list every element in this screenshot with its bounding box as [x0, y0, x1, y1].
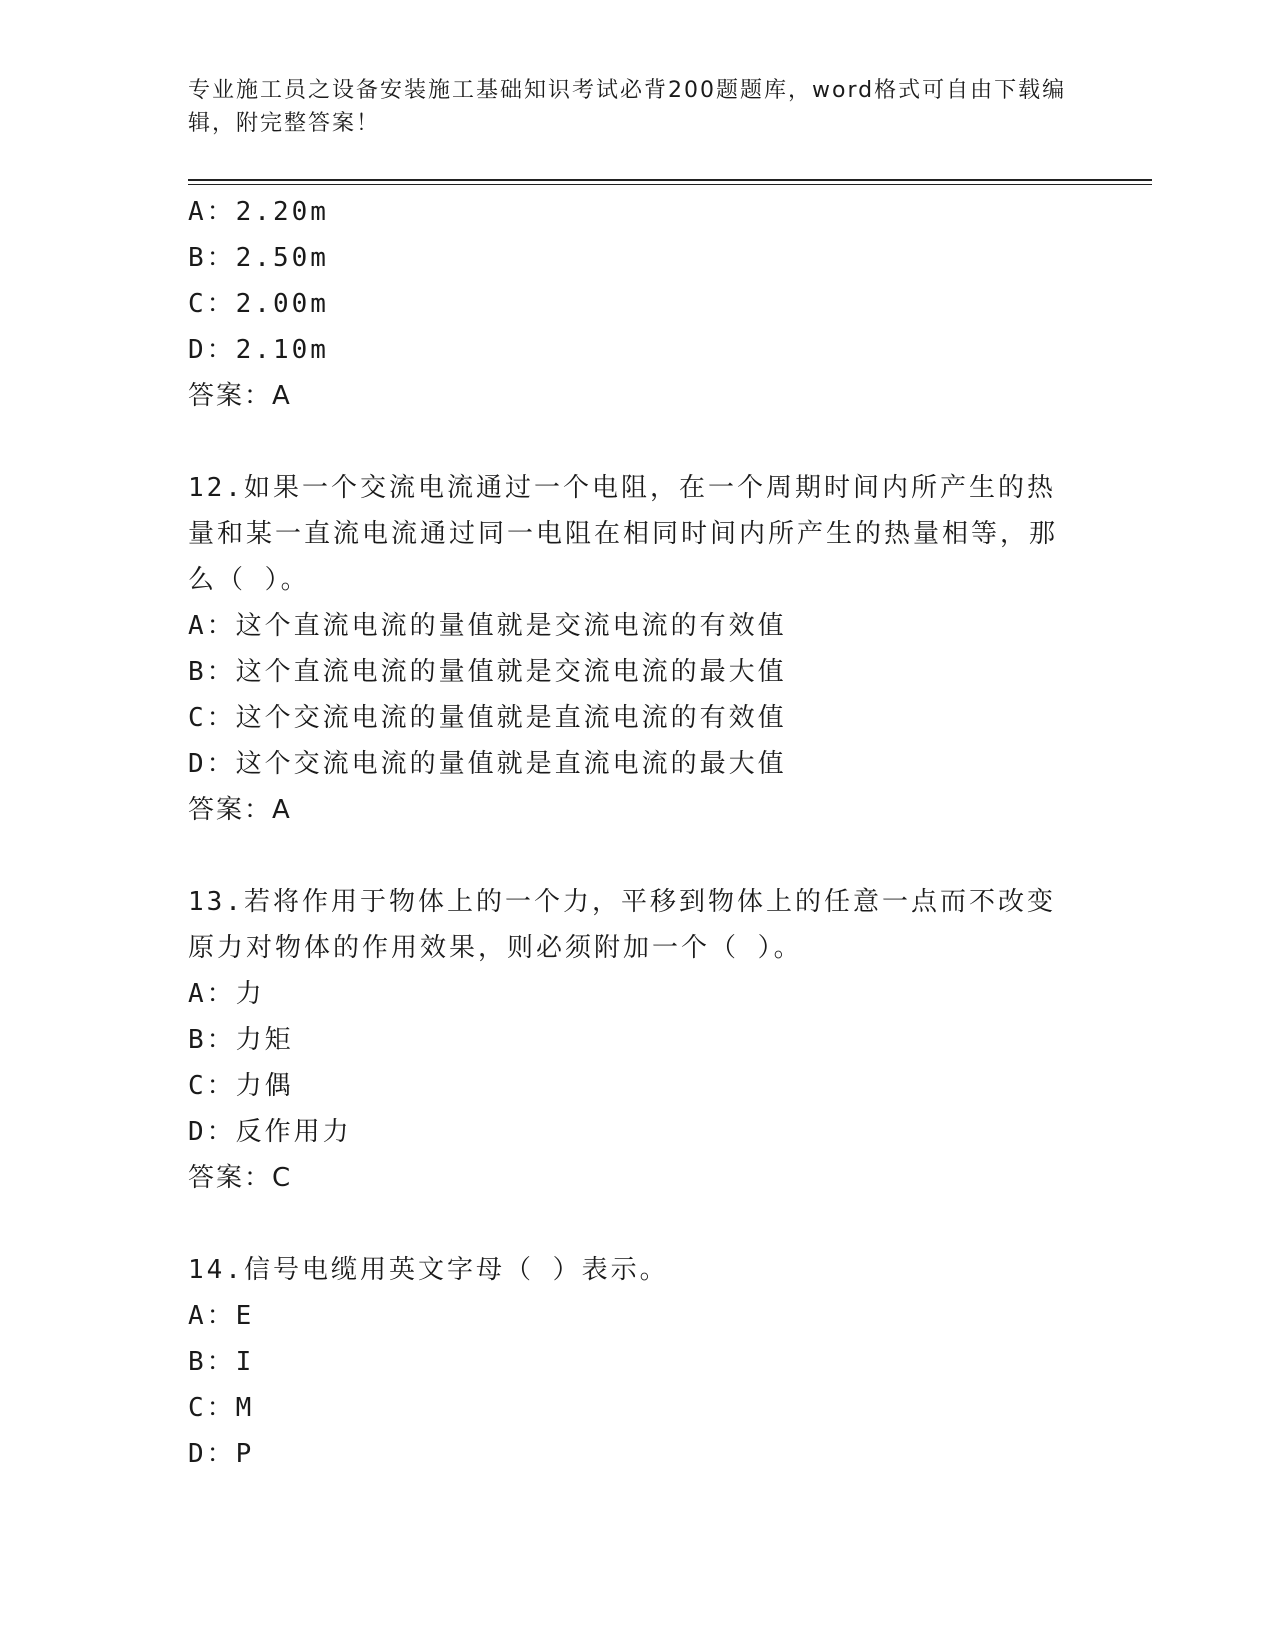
option-b: B：2.50m [188, 243, 329, 273]
option-b: B：I [188, 1347, 255, 1377]
option-c: C：M [188, 1393, 255, 1423]
option-a: A：2.20m [188, 197, 329, 227]
question-prev [188, 189, 1088, 419]
question-14 [188, 1247, 1088, 1477]
option-d: D：P [188, 1439, 255, 1469]
option-d: D：这个交流电流的量值就是直流电流的最大值 [188, 749, 787, 779]
question-list [188, 189, 1088, 1477]
document-header: 专业施工员之设备安装施工基础知识考试必背200题题库，word格式可自由下载编辑，附完整答案！ [188, 78, 1067, 136]
header-rule-thick [188, 179, 1152, 181]
question-12 [188, 465, 1088, 833]
option-d: D：2.10m [188, 335, 329, 365]
option-d: D：反作用力 [188, 1117, 352, 1147]
option-c: C：2.00m [188, 289, 329, 319]
header-rule-thin [188, 184, 1152, 185]
option-c: C：力偶 [188, 1071, 294, 1101]
option-a: A：力 [188, 979, 265, 1009]
question-stem: 13.若将作用于物体上的一个力，平移到物体上的任意一点而不改变原力对物体的作用效果，则必须附加一个（ ）。 [188, 887, 1056, 963]
question-13 [188, 879, 1088, 1201]
option-c: C：这个交流电流的量值就是直流电流的有效值 [188, 703, 787, 733]
option-b: B：力矩 [188, 1025, 294, 1055]
answer-line: 答案：A [188, 381, 292, 411]
option-a: A：E [188, 1301, 255, 1331]
question-stem: 14.信号电缆用英文字母（ ）表示。 [188, 1255, 669, 1285]
answer-line: 答案：C [188, 1163, 293, 1193]
option-b: B：这个直流电流的量值就是交流电流的最大值 [188, 657, 787, 687]
answer-line: 答案：A [188, 795, 292, 825]
question-stem: 12.如果一个交流电流通过一个电阻，在一个周期时间内所产生的热量和某一直流电流通过同一电阻在相同时间内所产生的热量相等，那么（ ）。 [188, 473, 1059, 595]
option-a: A：这个直流电流的量值就是交流电流的有效值 [188, 611, 787, 641]
